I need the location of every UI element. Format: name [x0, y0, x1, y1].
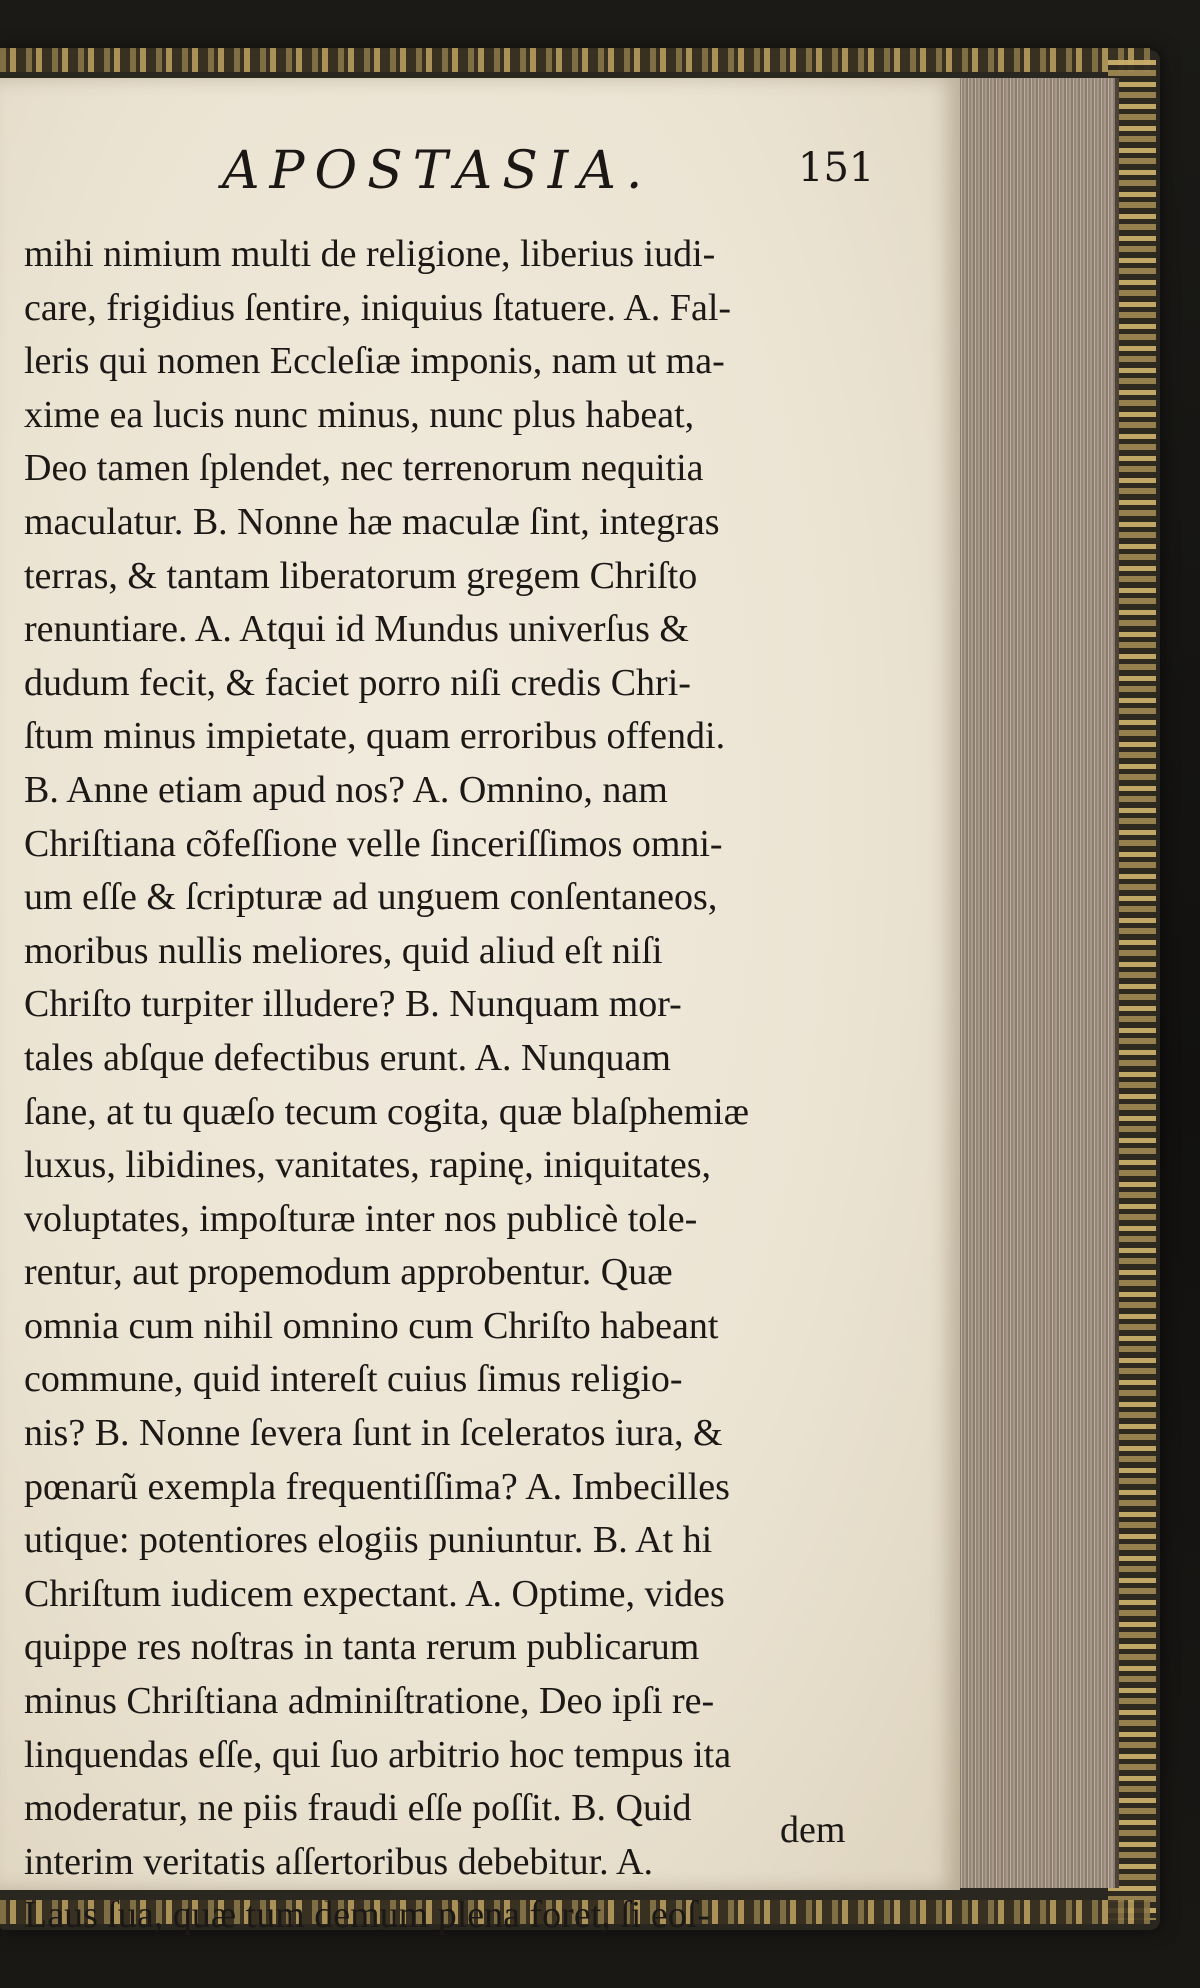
text-line: moribus nullis meliores, quid aliud eſt niſi: [24, 929, 663, 972]
text-line: Laus ſua, quæ tum demum plena foret, ſi eoſ-: [24, 1894, 710, 1937]
text-line: minus Chriſtiana adminiſtratione, Deo ipſi re-: [24, 1680, 715, 1723]
text-line: leris qui nomen Eccleſiæ imponis, nam ut ma-: [24, 340, 725, 383]
text-line: linquendas eſſe, qui ſuo arbitrio hoc tempus ita: [24, 1733, 732, 1776]
book-page: [0, 78, 960, 1937]
text-line: Chriſtum iudicem expectant. A. Optime, vides: [24, 1572, 725, 1615]
text-line: interim veritatis aſſertoribus debebitur. A.: [24, 1840, 653, 1883]
text-line: omnia cum nihil omnino cum Chriſto habeant: [24, 1304, 719, 1347]
text-line: terras, & tantam liberatorum gregem Chriſto: [24, 554, 698, 597]
text-line: ſtum minus impietate, quam erroribus offendi.: [24, 715, 726, 758]
text-line: B. Anne etiam apud nos? A. Omnino, nam: [24, 768, 668, 811]
text-line: moderatur, ne piis fraudi eſſe poſſit. B. Quid: [24, 1787, 692, 1830]
body-text: [24, 228, 884, 1943]
text-line: Chriſto turpiter illudere? B. Nunquam mor-: [24, 983, 682, 1026]
text-line: xime ea lucis nunc minus, nunc plus habeat,: [24, 393, 695, 436]
page-block-edge: [955, 78, 1119, 1888]
gilt-border-top: [0, 48, 1150, 72]
text-line: tales abſque defectibus erunt. A. Nunquam: [24, 1036, 671, 1079]
text-line: Deo tamen ſplendet, nec terrenorum nequitia: [24, 447, 704, 490]
text-line: pœnarũ exempla frequentiſſima? A. Imbecilles: [24, 1465, 730, 1508]
text-line: voluptates, impoſturæ inter nos publicè tole-: [24, 1197, 698, 1240]
text-line: care, frigidius ſentire, iniquius ſtatuere. A. Fal-: [24, 286, 732, 329]
text-line: renuntiare. A. Atqui id Mundus univerſus &: [24, 608, 689, 651]
text-line: quippe res noſtras in tanta rerum publicarum: [24, 1626, 700, 1669]
text-line: mihi nimium multi de religione, liberius iudi-: [24, 233, 716, 275]
text-line: dudum fecit, & faciet porro niſi credis Chri-: [24, 661, 691, 704]
text-line: utique: potentiores elogiis puniuntur. B. At hi: [24, 1519, 713, 1562]
text-line: ſane, at tu quæſo tecum cogita, quæ blaſphemiæ: [24, 1090, 750, 1133]
text-line: luxus, libidines, vanitates, rapinę, iniquitates,: [24, 1144, 712, 1187]
catchword: dem: [780, 1809, 846, 1851]
text-line: Chriſtiana cõfeſſione velle ſinceriſſimos omni-: [24, 822, 723, 865]
text-line: um eſſe & ſcripturæ ad unguem conſentaneos,: [24, 876, 718, 919]
text-line: commune, quid intereſt cuius ſimus religio-: [24, 1358, 683, 1401]
running-title: APOSTASIA.: [222, 141, 653, 201]
page-number: 151: [798, 145, 875, 191]
text-line: rentur, aut propemodum approbentur. Quæ: [24, 1251, 673, 1294]
text-line: nis? B. Nonne ſevera ſunt in ſceleratos iura, &: [24, 1412, 723, 1455]
running-head: [0, 133, 960, 223]
text-line: maculatur. B. Nonne hæ maculæ ſint, integras: [24, 500, 720, 543]
